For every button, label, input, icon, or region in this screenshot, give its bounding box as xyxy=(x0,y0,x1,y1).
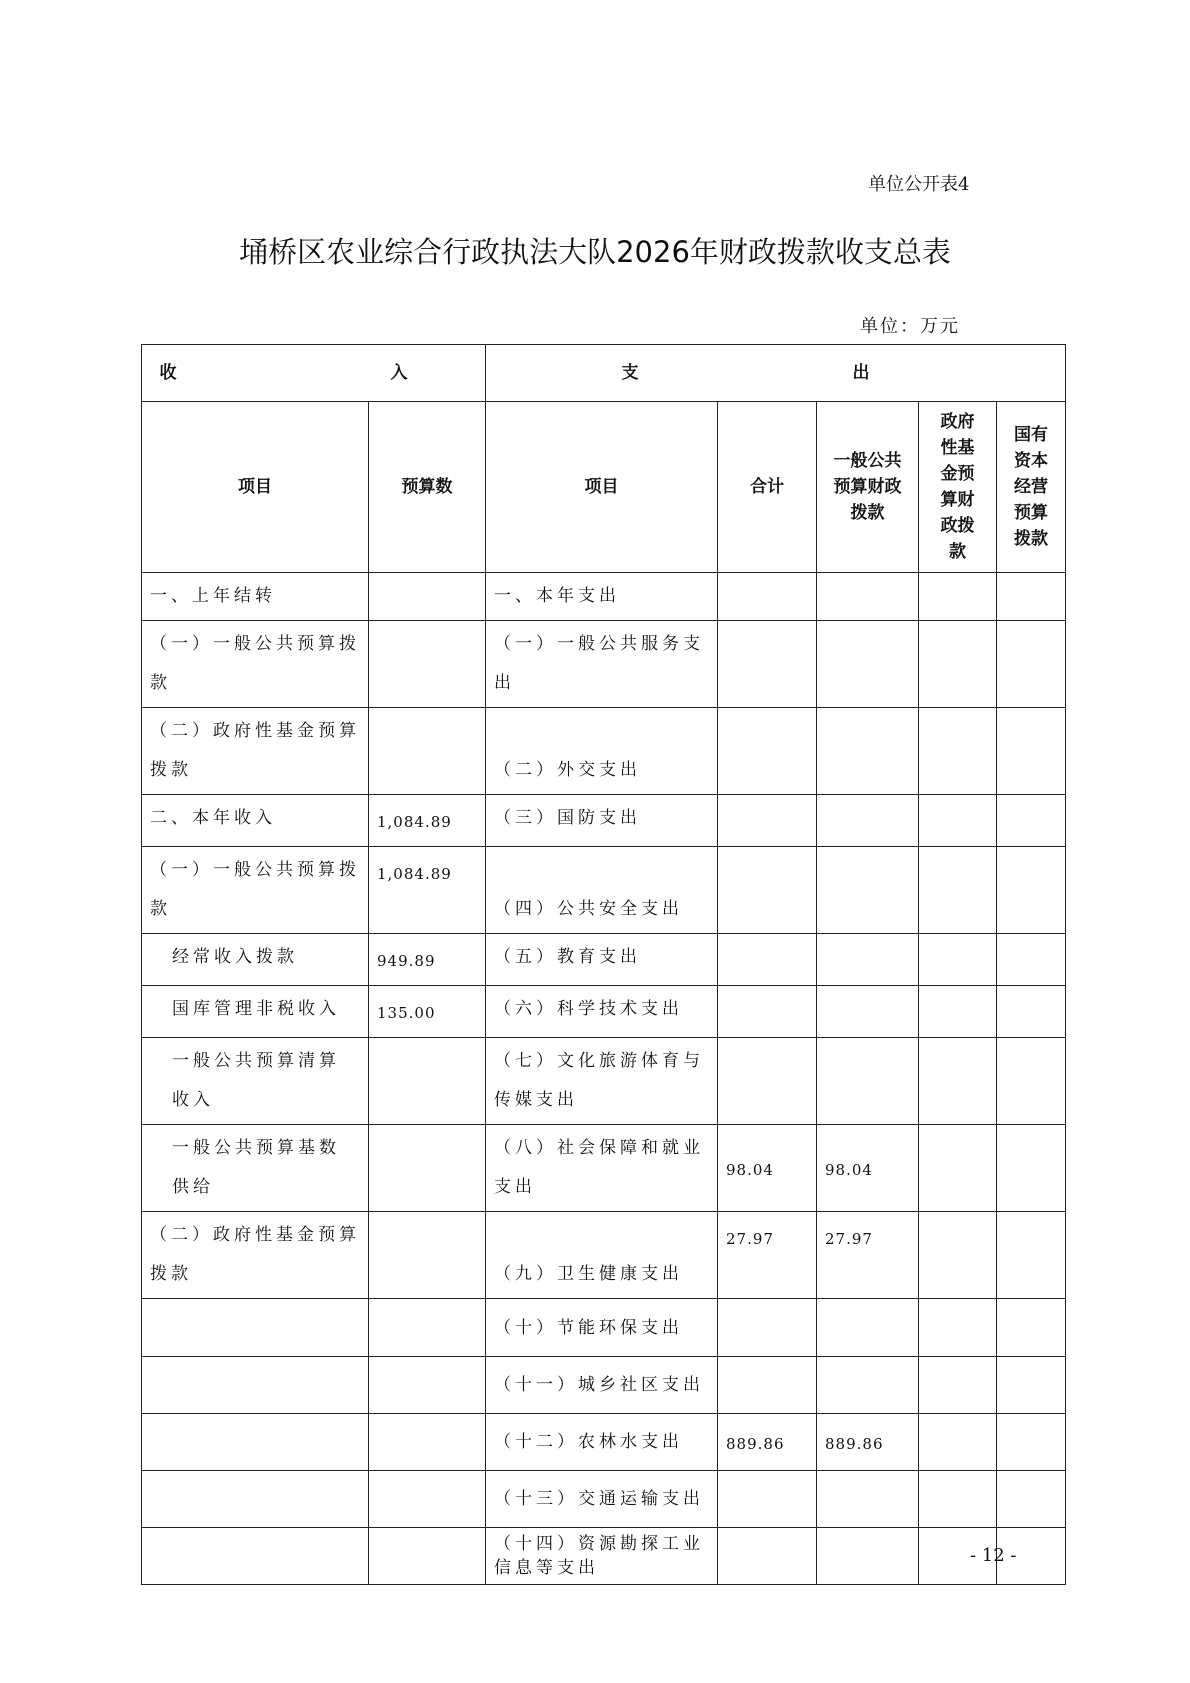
income-item xyxy=(142,1471,369,1528)
gov-fund-amount xyxy=(919,795,997,847)
state-capital-amount xyxy=(997,621,1066,708)
col-general: 一般公共预算财政拨款 xyxy=(817,402,919,573)
budget-amount xyxy=(369,1212,486,1299)
gov-fund-amount xyxy=(919,1038,997,1125)
expense-item: 一、本年支出 xyxy=(486,573,718,621)
table-row xyxy=(142,1212,1066,1299)
general-budget-amount: 889.86 xyxy=(817,1414,919,1471)
expense-item: （十）节能环保支出 xyxy=(486,1299,718,1357)
expense-total xyxy=(718,1471,817,1528)
general-budget-amount xyxy=(817,708,919,795)
gov-fund-amount xyxy=(919,708,997,795)
table-row xyxy=(142,708,1066,795)
expense-item: （六）科学技术支出 xyxy=(486,986,718,1038)
state-capital-amount xyxy=(997,573,1066,621)
form-number: 单位公开表4 xyxy=(868,174,970,195)
general-budget-amount xyxy=(817,1357,919,1414)
gov-fund-amount xyxy=(919,1357,997,1414)
expense-total xyxy=(718,1357,817,1414)
expense-item: （八）社会保障和就业支出 xyxy=(486,1125,718,1212)
income-item xyxy=(142,1299,369,1357)
expense-item: （四）公共安全支出 xyxy=(486,847,718,934)
expense-total xyxy=(718,708,817,795)
income-item xyxy=(142,1357,369,1414)
state-capital-amount xyxy=(997,1038,1066,1125)
gov-fund-amount xyxy=(919,573,997,621)
expense-total xyxy=(718,1038,817,1125)
budget-amount xyxy=(369,1299,486,1357)
expense-total xyxy=(718,621,817,708)
expense-total xyxy=(718,1299,817,1357)
income-item xyxy=(142,1414,369,1471)
expense-total xyxy=(718,847,817,934)
col-total: 合计 xyxy=(718,402,817,573)
gov-fund-amount xyxy=(919,621,997,708)
expense-total xyxy=(718,986,817,1038)
general-budget-amount xyxy=(817,1528,919,1585)
state-capital-amount xyxy=(997,708,1066,795)
income-header: 收 入 xyxy=(142,345,486,402)
gov-fund-amount xyxy=(919,1414,997,1471)
expense-item: （七）文化旅游体育与传媒支出 xyxy=(486,1038,718,1125)
budget-amount xyxy=(369,621,486,708)
budget-amount xyxy=(369,573,486,621)
expense-total: 98.04 xyxy=(718,1125,817,1212)
general-budget-amount xyxy=(817,1038,919,1125)
budget-amount xyxy=(369,708,486,795)
income-item: （一）一般公共预算拨款 xyxy=(142,847,369,934)
expense-total xyxy=(718,795,817,847)
income-item: （二）政府性基金预算拨款 xyxy=(142,708,369,795)
general-budget-amount xyxy=(817,621,919,708)
budget-amount: 949.89 xyxy=(369,934,486,986)
gov-fund-amount xyxy=(919,1471,997,1528)
general-budget-amount xyxy=(817,986,919,1038)
table-row xyxy=(142,1357,1066,1414)
general-budget-amount xyxy=(817,795,919,847)
table-row xyxy=(142,847,1066,934)
income-item: 一般公共预算清算收入 xyxy=(142,1038,369,1125)
state-capital-amount xyxy=(997,1212,1066,1299)
general-budget-amount xyxy=(817,1299,919,1357)
col-gov-fund: 政府性基金预算财政拨款 xyxy=(919,402,997,573)
state-capital-amount xyxy=(997,1471,1066,1528)
gov-fund-amount xyxy=(919,1125,997,1212)
gov-fund-amount xyxy=(919,847,997,934)
general-budget-amount: 27.97 xyxy=(817,1212,919,1299)
expense-item: （十四）资源勘探工业信息等支出 xyxy=(486,1528,718,1585)
page-title: 埇桥区农业综合行政执法大队2026年财政拨款收支总表 xyxy=(239,235,951,269)
budget-amount xyxy=(369,1414,486,1471)
table-row xyxy=(142,1471,1066,1528)
table-row xyxy=(142,621,1066,708)
state-capital-amount xyxy=(997,795,1066,847)
table-row xyxy=(142,1528,1066,1585)
expense-item: （二）外交支出 xyxy=(486,708,718,795)
unit-label: 单位：万元 xyxy=(860,316,960,337)
table-row xyxy=(142,986,1066,1038)
income-item: 经常收入拨款 xyxy=(142,934,369,986)
general-budget-amount xyxy=(817,1471,919,1528)
table-row xyxy=(142,1038,1066,1125)
col-item2: 项目 xyxy=(486,402,718,573)
expense-item: （十三）交通运输支出 xyxy=(486,1471,718,1528)
state-capital-amount xyxy=(997,1414,1066,1471)
income-item: 一、上年结转 xyxy=(142,573,369,621)
expense-total: 27.97 xyxy=(718,1212,817,1299)
budget-amount xyxy=(369,1038,486,1125)
income-item: 国库管理非税收入 xyxy=(142,986,369,1038)
budget-amount xyxy=(369,1125,486,1212)
table-row xyxy=(142,1414,1066,1471)
expense-item: （九）卫生健康支出 xyxy=(486,1212,718,1299)
gov-fund-amount xyxy=(919,1212,997,1299)
budget-amount xyxy=(369,1357,486,1414)
budget-amount xyxy=(369,1528,486,1585)
col-budget: 预算数 xyxy=(369,402,486,573)
income-item: 二、本年收入 xyxy=(142,795,369,847)
general-budget-amount: 98.04 xyxy=(817,1125,919,1212)
budget-amount: 1,084.89 xyxy=(369,847,486,934)
budget-amount xyxy=(369,1471,486,1528)
expense-total xyxy=(718,1528,817,1585)
general-budget-amount xyxy=(817,573,919,621)
state-capital-amount xyxy=(997,934,1066,986)
expense-total: 889.86 xyxy=(718,1414,817,1471)
col-item: 项目 xyxy=(142,402,369,573)
table-row xyxy=(142,795,1066,847)
expense-total xyxy=(718,934,817,986)
expense-header: 支 出 xyxy=(486,345,1066,402)
expense-item: （五）教育支出 xyxy=(486,934,718,986)
budget-amount: 1,084.89 xyxy=(369,795,486,847)
state-capital-amount xyxy=(997,986,1066,1038)
state-capital-amount xyxy=(997,847,1066,934)
page-number: - 12 - xyxy=(970,1545,1017,1566)
general-budget-amount xyxy=(817,847,919,934)
state-capital-amount xyxy=(997,1357,1066,1414)
expense-total xyxy=(718,573,817,621)
expense-item: （十二）农林水支出 xyxy=(486,1414,718,1471)
gov-fund-amount xyxy=(919,934,997,986)
state-capital-amount xyxy=(997,1125,1066,1212)
general-budget-amount xyxy=(817,934,919,986)
table-row xyxy=(142,573,1066,621)
income-item: （二）政府性基金预算拨款 xyxy=(142,1212,369,1299)
income-item: 一般公共预算基数供给 xyxy=(142,1125,369,1212)
table-row xyxy=(142,1299,1066,1357)
expense-item: （十一）城乡社区支出 xyxy=(486,1357,718,1414)
expense-item: （三）国防支出 xyxy=(486,795,718,847)
budget-table xyxy=(141,344,1066,1585)
budget-amount: 135.00 xyxy=(369,986,486,1038)
income-item xyxy=(142,1528,369,1585)
col-state-capital: 国有资本经营预算拨款 xyxy=(997,402,1066,573)
table-row xyxy=(142,1125,1066,1212)
expense-item: （一）一般公共服务支出 xyxy=(486,621,718,708)
gov-fund-amount xyxy=(919,986,997,1038)
income-item: （一）一般公共预算拨款 xyxy=(142,621,369,708)
gov-fund-amount xyxy=(919,1299,997,1357)
table-row xyxy=(142,934,1066,986)
state-capital-amount xyxy=(997,1299,1066,1357)
